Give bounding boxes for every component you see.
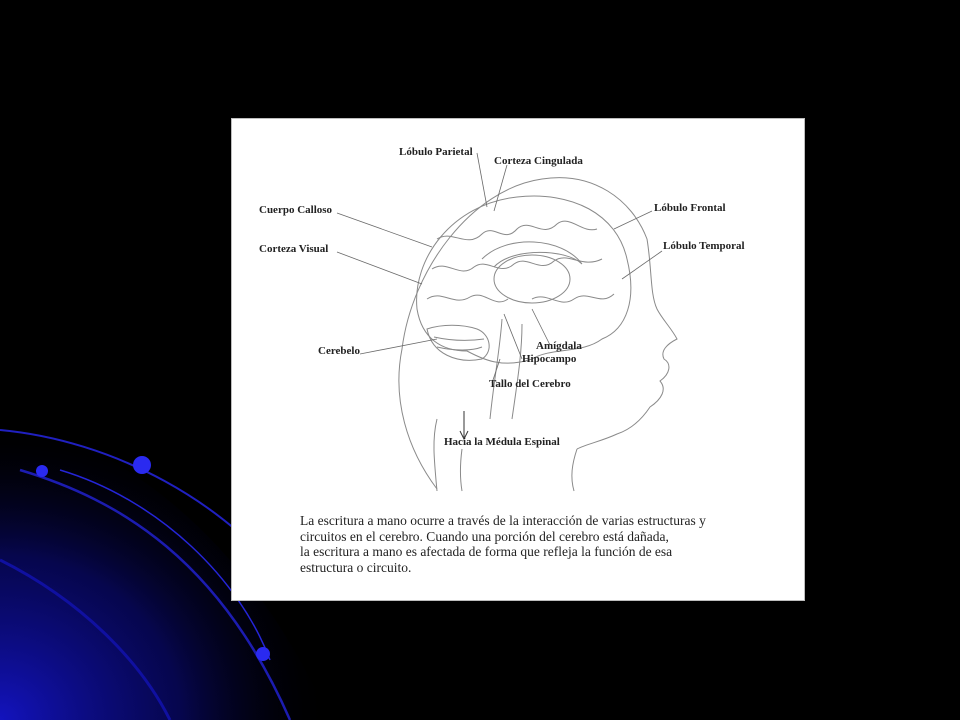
swoosh-dot-3: [256, 647, 270, 661]
label-cerebelo: Cerebelo: [318, 345, 360, 357]
thalamus: [494, 255, 570, 303]
label-hipocampo: Hipocampo: [522, 353, 577, 365]
neck-front: [572, 449, 577, 491]
brain-outline: [417, 196, 631, 363]
label-corteza-visual: Corteza Visual: [259, 243, 329, 255]
label-corteza-cingulada: Corteza Cingulada: [494, 155, 583, 167]
label-lobulo-temporal: Lóbulo Temporal: [663, 240, 745, 252]
label-tallo-del-cerebro: Tallo del Cerebro: [489, 378, 571, 390]
brainstem: [490, 319, 522, 419]
brain-gyri: [427, 221, 614, 302]
label-amigdala: Amígdala: [536, 340, 582, 352]
swoosh-dot-2: [36, 465, 48, 477]
label-lobulo-frontal: Lóbulo Frontal: [654, 202, 726, 214]
label-lobulo-parietal: Lóbulo Parietal: [399, 146, 473, 158]
neck-back: [434, 419, 437, 491]
diagram-caption: La escritura a mano ocurre a través de la interacción de varias estructuras y circuitos en el cerebro. Cuando una porción del cerebro está dañada, la escritura a mano es afectada de forma que refleja la función de esa estructura o circuito.: [300, 513, 706, 575]
swoosh-dot-1: [133, 456, 151, 474]
spinal-canal: [461, 449, 463, 491]
label-cuerpo-calloso: Cuerpo Calloso: [259, 204, 333, 216]
label-hacia-la-medula: Hacia la Médula Espinal: [444, 436, 560, 448]
spinal-arrow-icon: [460, 411, 468, 439]
brain-diagram: [231, 118, 805, 601]
